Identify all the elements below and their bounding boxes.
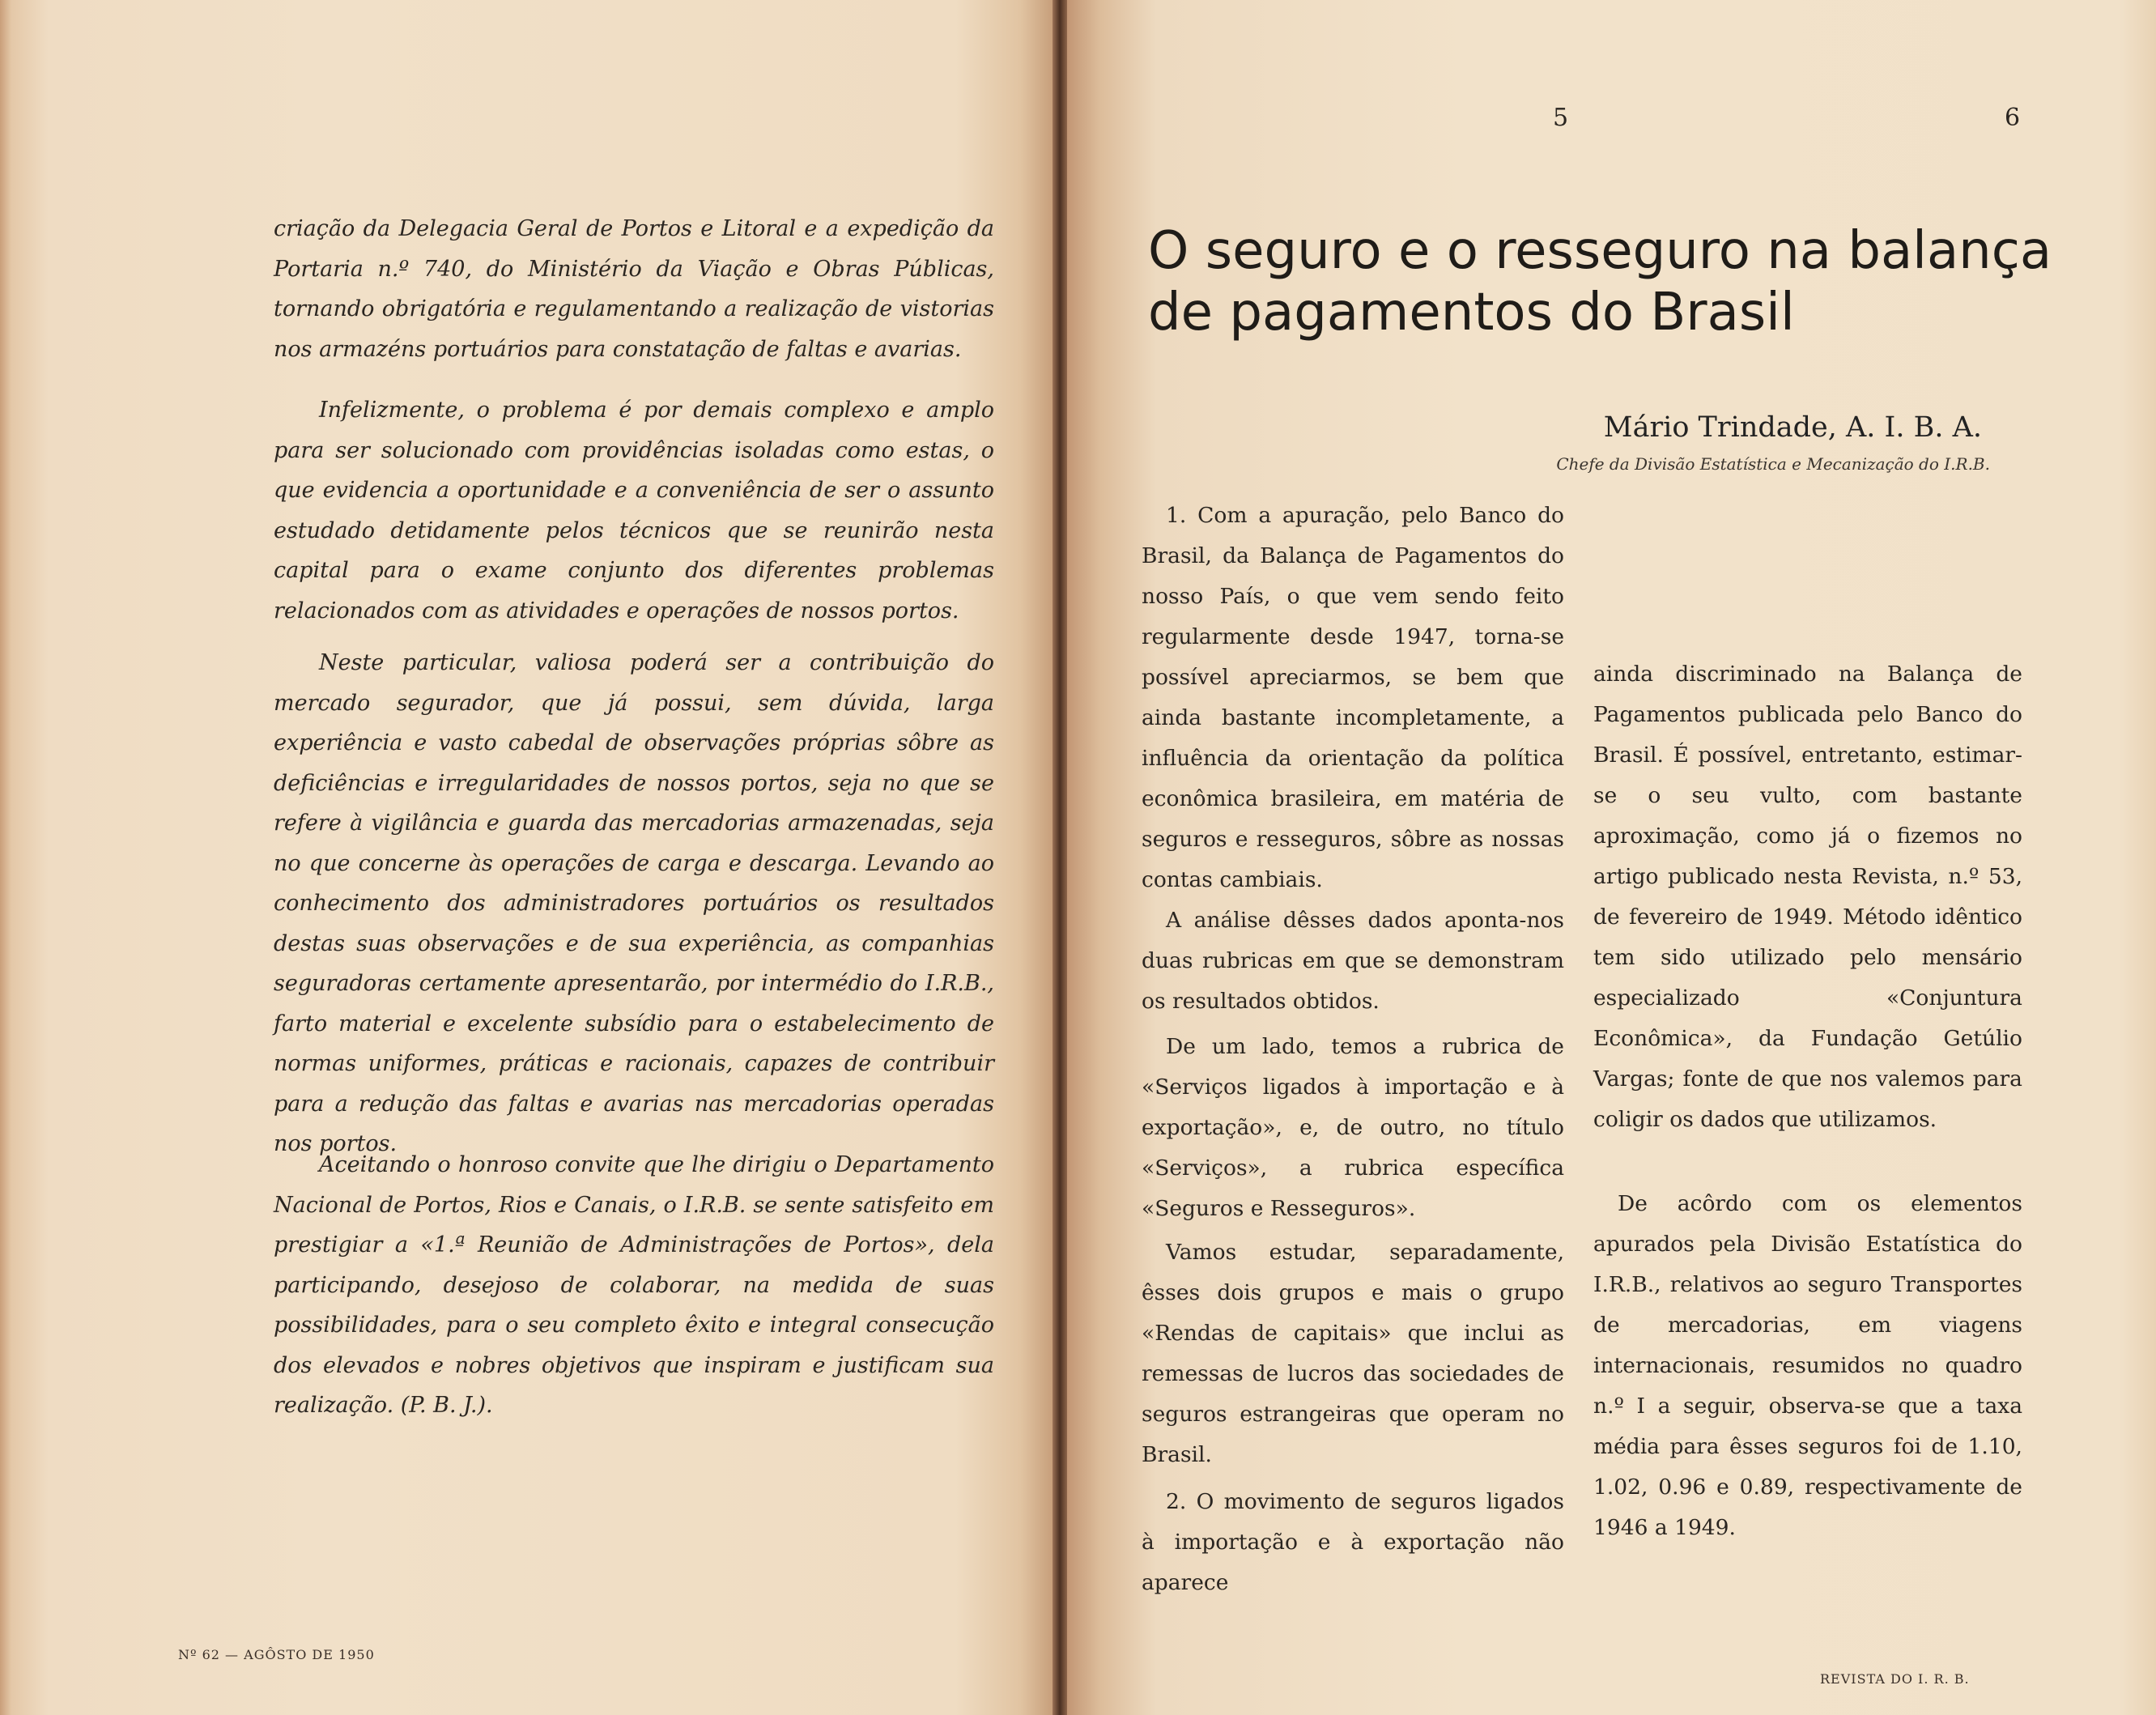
author-role: Chefe da Divisão Estatística e Mecanização do I.R.B. xyxy=(1556,454,1990,474)
left-page xyxy=(0,0,1052,1715)
page-number-6: 6 xyxy=(2005,104,2021,132)
column-a-paragraph-4: Vamos estudar, separadamente, êsses dois grupos e mais o grupo «Rendas de capitais» que inclui as remessas de lucros das sociedades de seguros estrangeiras que operam no Brasil. xyxy=(1142,1240,1564,1467)
column-a-paragraph-2: A análise dêsses dados aponta-nos duas rubricas em que se demonstram os resultados obtidos. xyxy=(1142,908,1564,1014)
page-number-5: 5 xyxy=(1553,104,1569,132)
column-b-paragraph-2: De acôrdo com os elementos apurados pela Divisão Estatística do I.R.B., relativos ao seguro Transportes de mercadorias, em viagens internacionais, resumidos no quadro n.º I a seguir, observa-se que a taxa média para êsses seguros foi de 1.10, 1.02, 0.96 e 0.89, respectivamente de 1946 a 1949. xyxy=(1593,1191,2022,1540)
author-name: Mário Trindade, A. I. B. A. xyxy=(1603,411,1982,444)
article-title: O seguro e o resseguro na balança de pagamentos do Brasil xyxy=(1148,221,2052,343)
book-gutter xyxy=(1052,0,1067,1715)
column-a-paragraph-1: 1. Com a apuração, pelo Banco do Brasil, da Balança de Pagamentos do nosso País, o que vem sendo feito regularmente desde 1947, torna-se possível apreciarmos, se bem que ainda bastante incompletamente, a influência da orientação da política econômica brasileira, em matéria de seguros e resseguros, sôbre as nossas contas cambiais. xyxy=(1142,503,1564,892)
column-a-paragraph-5: 2. O movimento de seguros ligados à importação e à exportação não aparece xyxy=(1142,1489,1564,1595)
left-paragraph-2: Infelizmente, o problema é por demais complexo e amplo para ser solucionado com providências isoladas como estas, o que evidencia a oportunidade e a conveniência de ser o assunto estudado detidamente pelos técnicos que se reunirão nesta capital para o exame conjunto dos diferentes problemas relacionados com as atividades e operações de nossos portos. xyxy=(274,398,994,623)
left-paragraph-4: Aceitando o honroso convite que lhe dirigiu o Departamento Nacional de Portos, Rios e Canais, o I.R.B. se sente satisfeito em prestigiar a «1.ª Reunião de Administrações de Portos», dela participando, desejoso de colaborar, na medida de suas possibilidades, para o seu completo êxito e integral consecução dos elevados e nobres objetivos que inspiram e justificam sua realização. (P. B. J.). xyxy=(274,1152,994,1418)
column-a-paragraph-3: De um lado, temos a rubrica de «Serviços ligados à importação e à exportação», e, de outro, no título «Serviços», a rubrica específica «Seguros e Resseguros». xyxy=(1142,1034,1564,1221)
right-footer: REVISTA DO I. R. B. xyxy=(1820,1671,1970,1687)
left-footer: Nº 62 — AGÔSTO DE 1950 xyxy=(178,1647,375,1662)
left-paragraph-1: criação da Delegacia Geral de Portos e Litoral e a expedição da Portaria n.º 740, do Ministério da Viação e Obras Públicas, tornando obrigatória e regulamentando a realização de vistorias nos armazéns portuários para constatação de faltas e avarias. xyxy=(274,216,994,362)
left-paragraph-3: Neste particular, valiosa poderá ser a contribuição do mercado segurador, que já possui, sem dúvida, larga experiência e vasto cabedal de observações próprias sôbre as deficiências e irregularidades de nossos portos, seja no que se refere à vigilância e guarda das mercadorias armazenadas, seja no que concerne às operações de carga e descarga. Levando ao conhecimento dos administradores portuários os resultados destas suas observações e de sua experiência, as companhias seguradoras certamente apresentarão, por intermédio do I.R.B., farto material e excelente subsídio para o estabelecimento de normas uniformes, práticas e racionais, capazes de contribuir para a redução das faltas e avarias nas mercadorias operadas nos portos. xyxy=(274,650,994,1156)
column-b-paragraph-1: ainda discriminado na Balança de Pagamentos publicada pelo Banco do Brasil. É possível, entretanto, estimar-se o seu vulto, com bastante aproximação, como já o fizemos no artigo publicado nesta Revista, n.º 53, de fevereiro de 1949. Método idêntico tem sido utilizado pelo mensário especializado «Conjuntura Econômica», da Fundação Getúlio Vargas; fonte de que nos valemos para coligir os dados que utilizamos. xyxy=(1593,662,2022,1132)
